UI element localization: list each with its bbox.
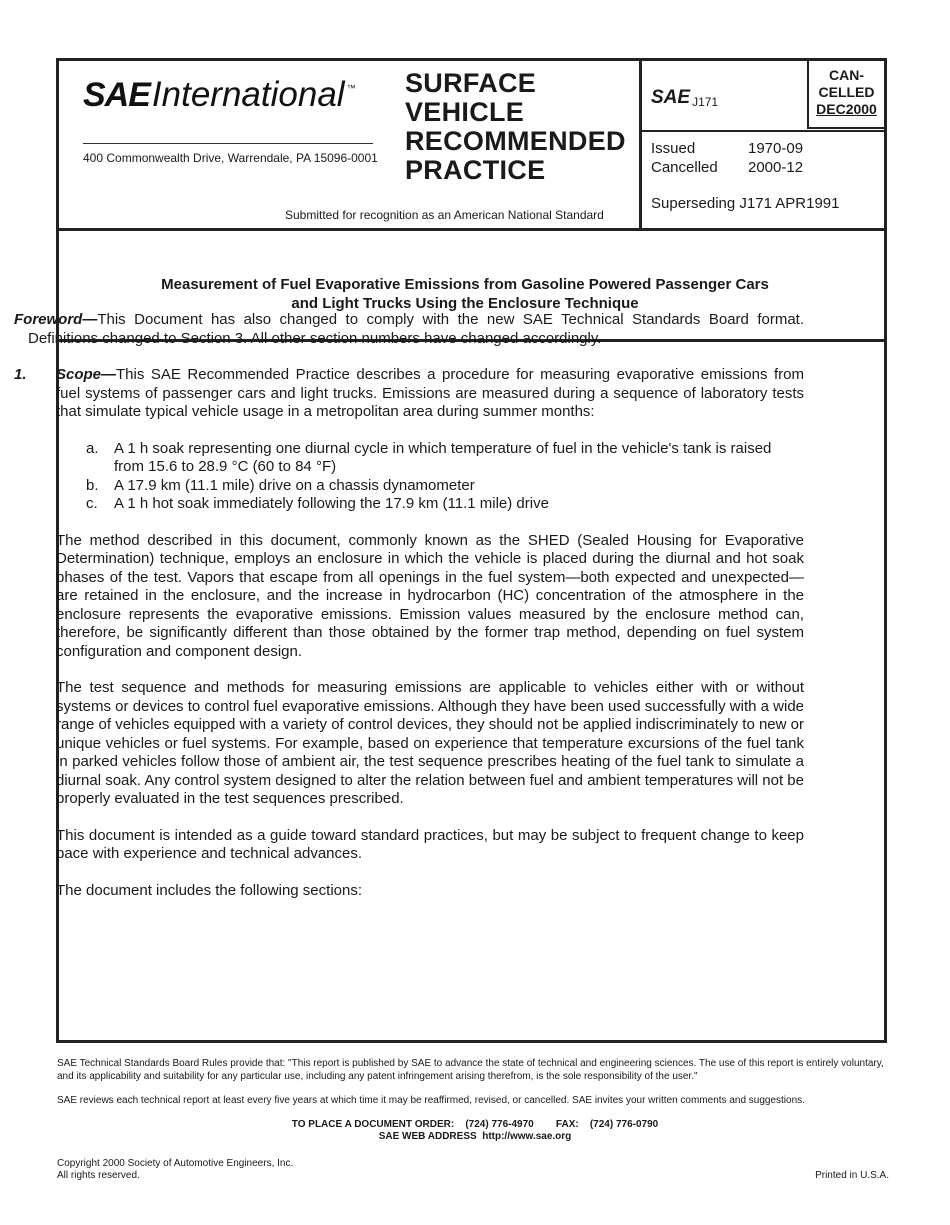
ansi-submission-note: Submitted for recognition as an American National Standard (285, 208, 604, 222)
scope-number: 1. (14, 366, 27, 383)
body-paragraph: The method described in this document, commonly known as the SHED (Sealed Housing for Evaporative Determination) technique, employs an enclosure in which the vehicle is placed during the diurnal and hot soak phases of the test. Vapors that escape from all openings in the fuel system—both expected and unexpected—are retained in the enclosure, and the increase in hydrocarbon (HC) concentration of the atmosphere in the enclosure represents the evaporative emissions. Emission values measured by the enclosure method can, therefore, be significantly different than those obtained by the former trap method, depending on fuel system configuration and component design. (56, 531, 804, 660)
order-phone-line: TO PLACE A DOCUMENT ORDER: (724) 776-4970 FAX: (724) 776-0790 (291, 1119, 659, 1130)
category-line: RECOMMENDED (405, 126, 626, 156)
section-scope (14, 366, 804, 422)
superseding-note: Superseding J171 APR1991 (651, 195, 840, 212)
issued-row (651, 139, 803, 158)
body-paragraph: This document is intended as a guide toward standard practices, but may be subject to frequent change to keep pace with experience and technical advances. (56, 826, 804, 862)
sae-logo (83, 75, 356, 115)
list-marker: b. (86, 476, 99, 494)
logo-international-text: International (151, 75, 345, 114)
doc-id-number: J171 (692, 95, 719, 109)
header-divider (639, 61, 642, 228)
cancelled-value: 2000-12 (748, 159, 804, 176)
category-line: VEHICLE (405, 97, 525, 127)
body-paragraph: The test sequence and methods for measuring emissions are applicable to vehicles either with or without systems or devices to control fuel evaporative emissions. Although they have been used successfully with a wide range of vehicles equipped with a variety of control devices, they should not be applied indiscriminately to new or unique vehicles or fuel systems. For example, based on experience that temperature excursions of the fuel tank in parked vehicles follow those of ambient air, the test sequence prescribes heating of the fuel tank to simulate a diurnal soak. Any control system designed to alter the relation between fuel and ambient temperatures will not be properly evaluated in the test sequences prescribed. (56, 679, 804, 807)
sae-address: 400 Commonwealth Drive, Warrendale, PA 15096-0001 (83, 151, 378, 165)
web-address-line: SAE WEB ADDRESS http://www.sae.org (378, 1131, 572, 1142)
list-marker: a. (86, 439, 99, 457)
list-text: A 1 h soak representing one diurnal cycle in which temperature of fuel in the vehicle's tank is raised from 15.6 to 28.9 °C (60 to 84 °F) (114, 439, 772, 475)
standards-board-rules: SAE Technical Standards Board Rules provide that: "This report is published by SAE to advance the state of technical and engineering sciences. The use of this report is entirely voluntary, and its applicability and suitability for any particular use, including any patent infringement arising therefrom, is the sole responsibility of the user." (57, 1058, 884, 1082)
foreword (14, 311, 804, 348)
trademark-symbol: ™ (346, 83, 356, 93)
logo-divider (83, 143, 373, 144)
category-line: SURFACE (405, 68, 537, 98)
doc-id-sae: SAE (651, 87, 691, 108)
foreword-label: Foreword— (14, 311, 98, 328)
document-id (651, 87, 718, 109)
body-paragraph: The document includes the following sections: (56, 881, 363, 899)
logo-sae-text: SAE (83, 76, 150, 114)
list-item (86, 495, 804, 514)
list-text: A 17.9 km (11.1 mile) drive on a chassis dynamometer (114, 476, 475, 494)
title-line: and Light Trucks Using the Enclosure Technique (291, 295, 639, 312)
category-line: PRACTICE (405, 155, 546, 185)
list-item (86, 440, 804, 477)
cancelled-line: CELLED (818, 84, 875, 100)
list-marker: c. (86, 495, 98, 512)
list-text: A 1 h hot soak immediately following the 17.9 km (11.1 mile) drive (114, 495, 549, 512)
order-info (0, 1119, 950, 1143)
list-item (86, 477, 804, 496)
document-title (59, 275, 871, 313)
scope-label: Scope— (56, 366, 117, 383)
cancelled-row (651, 158, 803, 177)
issued-label: Issued (651, 140, 696, 157)
cancelled-label: Cancelled (651, 159, 718, 176)
test-sequence-list (86, 440, 804, 514)
foreword-text: This Document has also changed to comply with the new SAE Technical Standards Board format. Definitions changed to Section 3. All other section numbers have changed accordingly. (28, 311, 804, 347)
issued-value: 1970-09 (748, 140, 804, 157)
status-divider (642, 130, 884, 132)
scope-text: This SAE Recommended Practice describes a procedure for measuring evaporative emissions from fuel systems of passenger cars and light trucks. Emissions are measured during a sequence of laboratory tests that simulate typical vehicle usage in a metropolitan area during summer months: (56, 366, 804, 420)
scope-paragraph (56, 366, 804, 422)
cancelled-stamp (807, 61, 884, 129)
copyright-line: Copyright 2000 Society of Automotive Engineers, Inc. (57, 1158, 294, 1169)
cancelled-line: DEC2000 (816, 101, 877, 117)
document-category (405, 69, 626, 185)
title-line: Measurement of Fuel Evaporative Emissions from Gasoline Powered Passenger Cars (161, 276, 769, 293)
copyright-block (57, 1158, 293, 1182)
cancelled-line: CAN- (829, 67, 864, 83)
document-body (14, 311, 804, 900)
printed-in: Printed in U.S.A. (815, 1170, 889, 1181)
review-notice: SAE reviews each technical report at least every five years at which time it may be reaffirmed, revised, or cancelled. SAE invites your written comments and suggestions. (57, 1095, 805, 1106)
rights-line: All rights reserved. (57, 1170, 140, 1181)
issue-status (651, 139, 803, 177)
document-header (59, 61, 884, 231)
